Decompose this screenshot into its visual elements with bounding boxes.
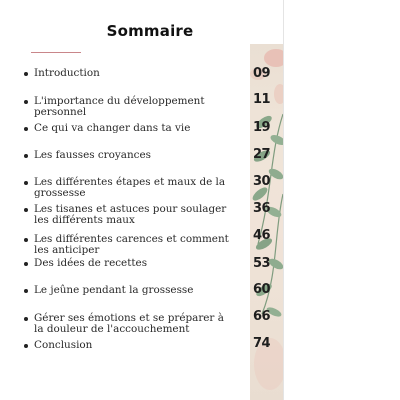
toc-entry-label: Conclusion (34, 339, 93, 351)
toc-entry-page-number: 11 (253, 92, 271, 107)
toc-entry-page-number: 19 (253, 120, 271, 135)
toc-entry-label: Les tisanes et astuces pour soulager les différents maux (34, 203, 227, 226)
toc-entry-label: Introduction (34, 67, 100, 79)
toc-entry-label: Ce qui va changer dans ta vie (34, 122, 191, 134)
bullet-icon (24, 100, 28, 104)
toc-entry-label: Gérer ses émotions et se préparer à la douleur de l'accouchement (34, 312, 224, 335)
bullet-icon (24, 208, 28, 212)
toc-entry-page-number: 36 (253, 201, 271, 216)
toc-entry-label: Des idées de recettes (34, 257, 148, 269)
toc-entry-page-number: 74 (253, 336, 271, 351)
bullet-icon (24, 289, 28, 293)
bullet-icon (24, 317, 28, 321)
toc-entry-label: Les différentes carences et comment les anticiper (34, 233, 229, 256)
toc-entry-page-number: 66 (253, 309, 271, 324)
toc-entry-page-number: 09 (253, 66, 271, 81)
blank-margin (284, 0, 400, 400)
toc-entry-label: Le jeûne pendant la grossesse (34, 284, 194, 296)
toc-entry-label: Les différentes étapes et maux de la grossesse (34, 176, 226, 199)
bullet-icon (24, 72, 28, 76)
bullet-icon (24, 238, 28, 242)
bullet-icon (24, 127, 28, 131)
bullet-icon (24, 154, 28, 158)
toc-entry-label: Les fausses croyances (34, 149, 151, 161)
toc-entry-page-number: 27 (253, 147, 271, 162)
bullet-icon (24, 344, 28, 348)
toc-entry-page-number: 60 (253, 282, 271, 297)
bullet-icon (24, 181, 28, 185)
bullet-icon (24, 262, 28, 266)
toc-entry-label: L'importance du développement personnel (34, 95, 205, 118)
toc-entry-page-number: 46 (253, 228, 271, 243)
toc-entry-page-number: 30 (253, 174, 271, 189)
toc-entry-page-number: 53 (253, 256, 271, 271)
page-title: Sommaire (106, 22, 194, 40)
